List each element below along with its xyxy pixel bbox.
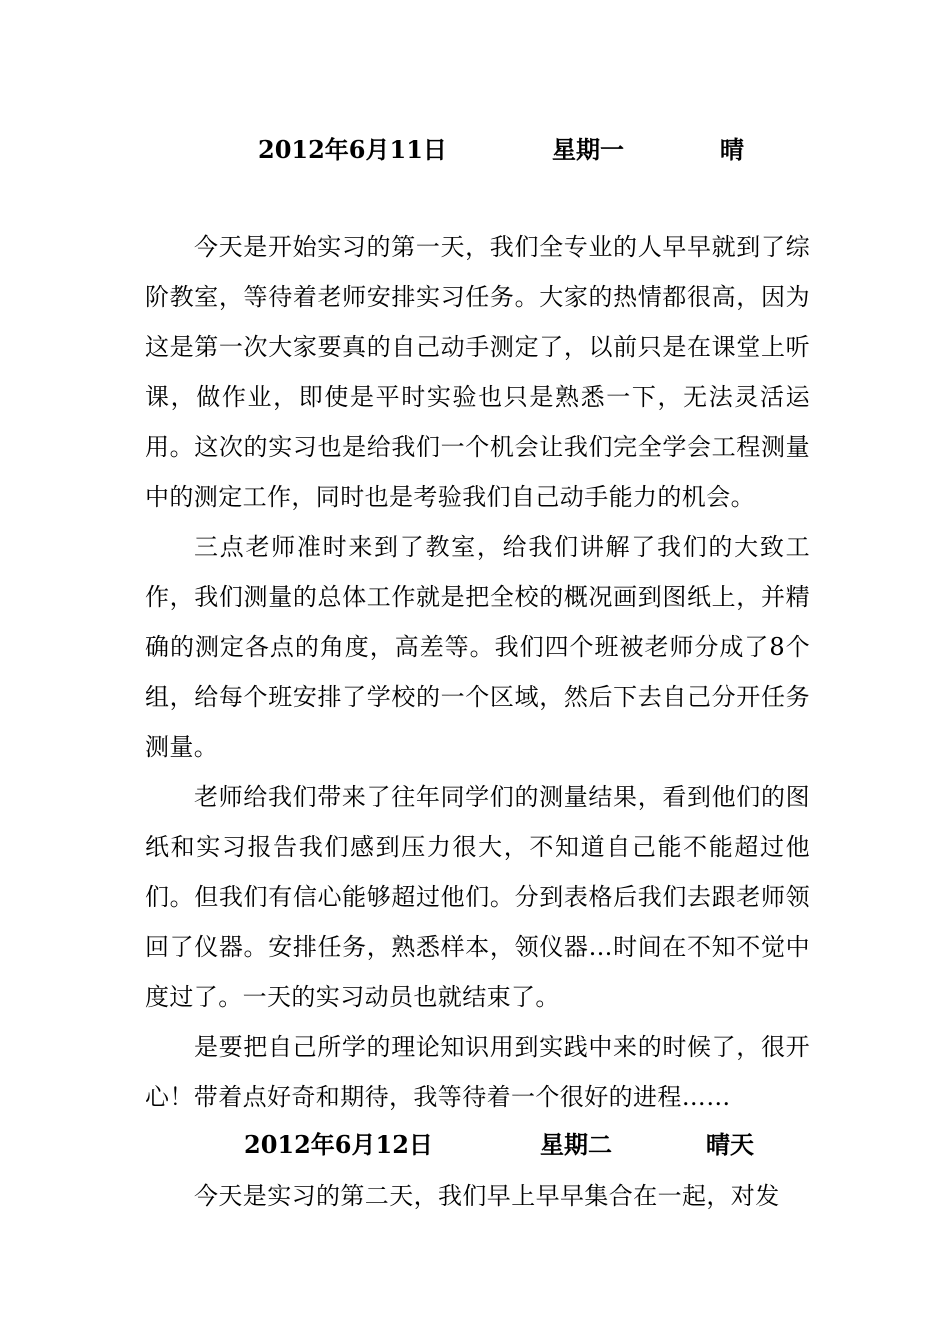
entry-1-weekday: 星期一 — [552, 135, 624, 164]
entry-1-date: 2012年6月11日 — [258, 135, 447, 164]
paragraph-3: 老师给我们带来了往年同学们的测量结果，看到他们的图纸和实习报告我们感到压力很大，不知道自己能不能超过他们。但我们有信心能够超过他们。分到表格后我们去跟老师领回了仪器。安排任务，熟悉样本，领仪器…时间在不知不觉中度过了。一天的实习动员也就结束了。 — [145, 783, 810, 1011]
entry-2-header — [0, 1125, 950, 1165]
entry-2-date: 2012年6月12日 — [244, 1130, 433, 1159]
entry-1-header — [0, 130, 950, 170]
entry-2-weekday: 星期二 — [540, 1130, 612, 1159]
entry-1-weather: 晴 — [720, 135, 744, 164]
paragraph-2: 三点老师准时来到了教室，给我们讲解了我们的大致工作，我们测量的总体工作就是把全校的概况画到图纸上，并精确的测定各点的角度，高差等。我们四个班被老师分成了8个组，给每个班安排了学校的一个区域，然后下去自己分开任务测量。 — [145, 533, 810, 761]
entry-2-first-line: 今天是实习的第二天，我们早上早早集合在一起，对发 — [194, 1182, 780, 1210]
paragraph-1: 今天是开始实习的第一天，我们全专业的人早早就到了综阶教室，等待着老师安排实习任务。大家的热情都很高，因为这是第一次大家要真的自己动手测定了，以前只是在课堂上听课，做作业，即使是平时实验也只是熟悉一下，无法灵活运用。这次的实习也是给我们一个机会让我们完全学会工程测量中的测定工作，同时也是考验我们自己动手能力的机会。 — [145, 233, 810, 511]
paragraph-4: 是要把自己所学的理论知识用到实践中来的时候了，很开心！带着点好奇和期待，我等待着一个很好的进程…… — [145, 1033, 810, 1111]
entry-2-weather: 晴天 — [706, 1130, 754, 1159]
